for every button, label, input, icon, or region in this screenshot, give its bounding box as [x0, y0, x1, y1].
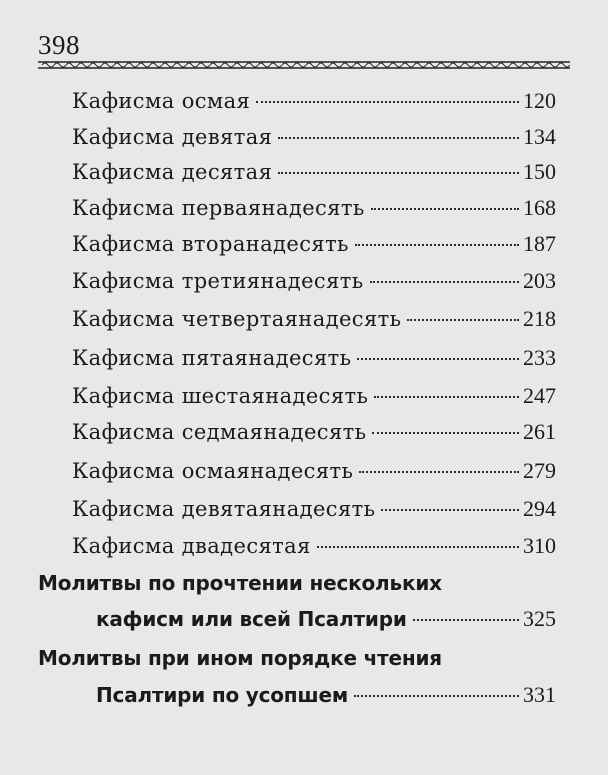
entry-title: Кафисма четвертаянадесять: [72, 307, 402, 331]
entry-page: 203: [523, 268, 556, 293]
entry-title: Псалтири по усопшем: [96, 683, 348, 707]
entry-page: 120: [523, 88, 556, 113]
entry-title: Кафисма шестаянадесять: [72, 384, 369, 408]
toc-entry: [72, 88, 556, 114]
toc-entry: [72, 268, 556, 294]
leader-dots: [372, 432, 519, 434]
section-heading: Молитвы по прочтении нескольких: [38, 571, 442, 595]
entry-page: 279: [523, 458, 556, 483]
leader-dots: [357, 358, 519, 360]
leader-dots: [256, 101, 519, 103]
entry-title: Кафисма третиянадесять: [72, 269, 364, 293]
toc-entry: [72, 345, 556, 371]
entry-title: Кафисма вторанадесять: [72, 232, 349, 256]
toc-entry: [72, 231, 556, 257]
entry-title: Кафисма перваянадесять: [72, 196, 365, 220]
leader-dots: [370, 281, 519, 283]
entry-page: 247: [523, 383, 556, 408]
toc-entry: [96, 682, 556, 708]
leader-dots: [317, 546, 519, 548]
entry-title: Кафисма девятая: [72, 125, 273, 149]
toc-entry: [72, 124, 556, 150]
toc-entry: [72, 383, 556, 409]
toc-entry: [72, 419, 556, 445]
toc-entry: [72, 496, 556, 522]
entry-page: 168: [523, 195, 556, 220]
entry-title: Кафисма девятаянадесять: [72, 497, 376, 521]
entry-page: 294: [523, 496, 556, 521]
entry-title: Кафисма седмаянадесять: [72, 420, 367, 444]
entry-page: 310: [523, 533, 556, 558]
leader-dots: [381, 509, 519, 511]
entry-page: 187: [523, 231, 556, 256]
leader-dots: [407, 319, 519, 321]
leader-dots: [413, 619, 519, 621]
entry-title: Кафисма пятаянадесять: [72, 346, 352, 370]
toc-entry: [96, 606, 556, 632]
toc-entry: [72, 533, 556, 559]
entry-page: 218: [523, 306, 556, 331]
toc-entry: [72, 458, 556, 484]
entry-page: 150: [523, 159, 556, 184]
leader-dots: [354, 695, 519, 697]
entry-page: 325: [523, 606, 556, 631]
entry-title: кафисм или всей Псалтири: [96, 607, 407, 631]
entry-page: 331: [523, 682, 556, 707]
leader-dots: [278, 137, 519, 139]
toc-entry: [72, 195, 556, 221]
leader-dots: [371, 208, 519, 210]
entry-page: 134: [523, 124, 556, 149]
entry-title: Кафисма осмая: [72, 89, 251, 113]
leader-dots: [278, 172, 519, 174]
leader-dots: [359, 471, 519, 473]
toc-entry: [72, 159, 556, 185]
leader-dots: [374, 396, 519, 398]
section-heading: Молитвы при ином порядке чтения: [38, 646, 442, 670]
toc-entry: [72, 306, 556, 332]
entry-title: Кафисма двадесятая: [72, 534, 311, 558]
entry-page: 261: [523, 419, 556, 444]
leader-dots: [355, 244, 519, 246]
entry-title: Кафисма десятая: [72, 160, 273, 184]
page-number: 398: [38, 30, 80, 60]
entry-page: 233: [523, 345, 556, 370]
entry-title: Кафисма осмаянадесять: [72, 459, 354, 483]
